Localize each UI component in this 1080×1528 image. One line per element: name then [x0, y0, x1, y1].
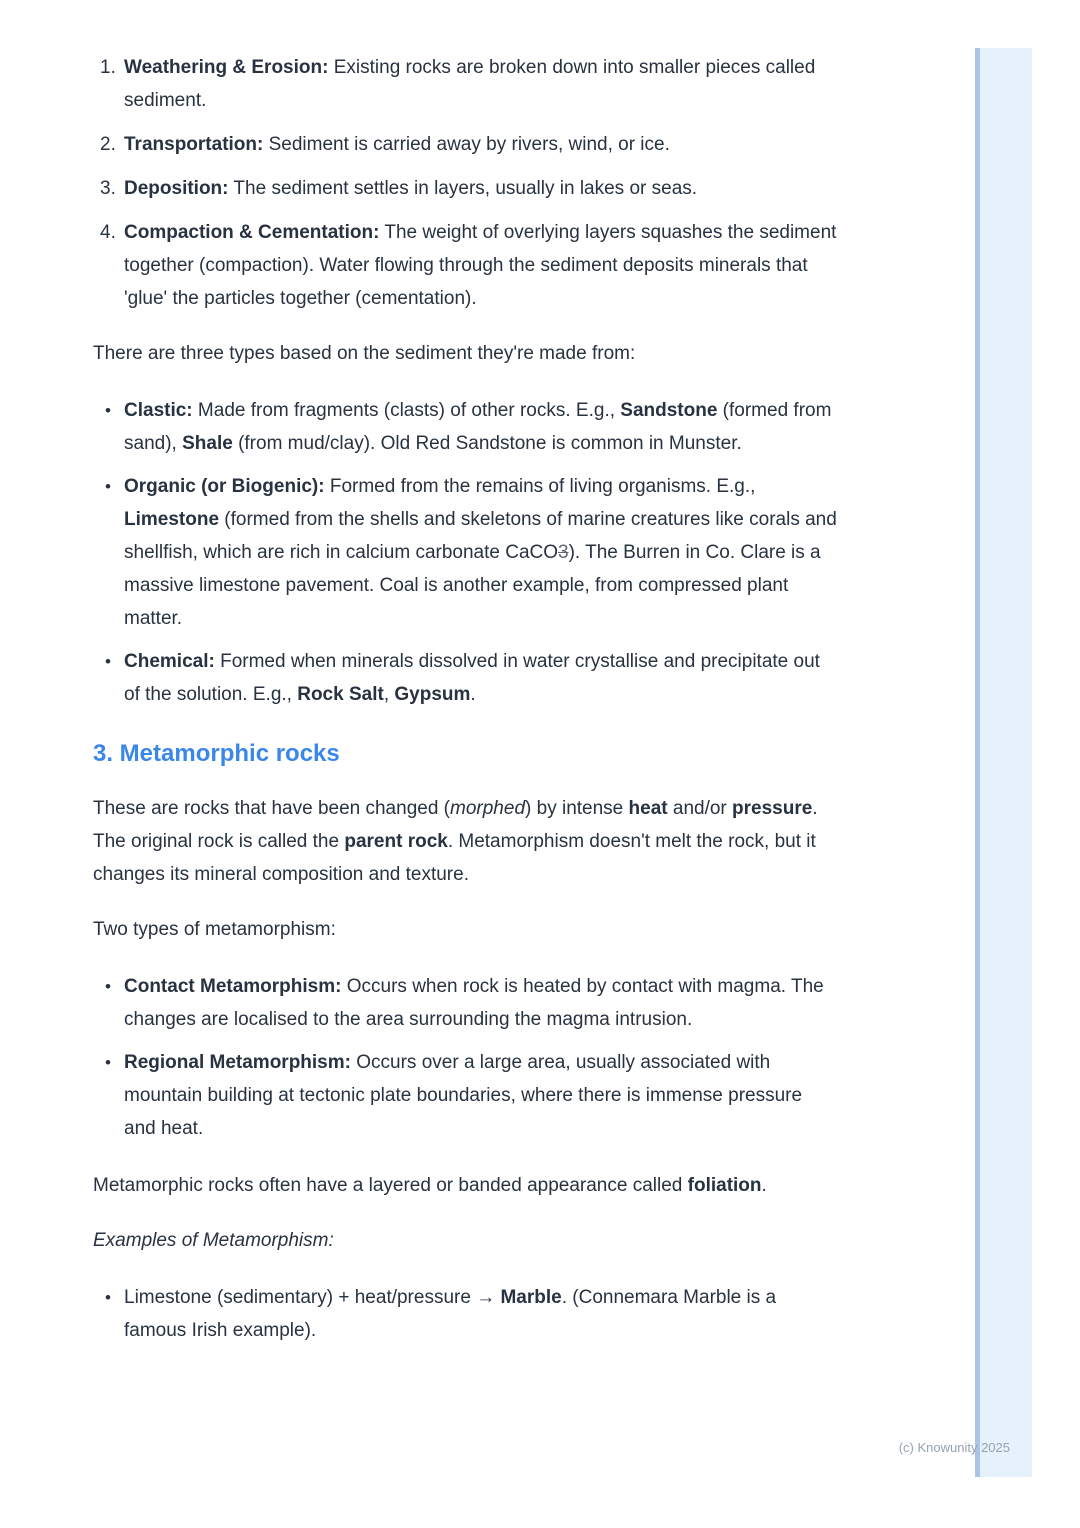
list-item-text: Regional Metamorphism: Occurs over a large area, usually associated with mountain building at tectonic plate boundaries, where there is immense pressure and heat.: [124, 1052, 803, 1139]
list-item-limestone-marble: [93, 1281, 839, 1347]
document-content: [93, 51, 839, 1371]
list-item-regional-metamorphism: [93, 1046, 839, 1145]
list-item-contact-metamorphism: [93, 970, 839, 1036]
list-item-chemical: [93, 645, 839, 711]
list-item-text: Compaction & Cementation: The weight of overlying layers squashes the sediment together (compaction). Water flowing through the sediment deposits minerals that 'glue' the particles together (cementation).: [124, 222, 837, 309]
list-item-text: Weathering & Erosion: Existing rocks are broken down into smaller pieces called sediment.: [124, 57, 816, 111]
list-item-clastic: [93, 394, 839, 460]
paragraph-foliation: Metamorphic rocks often have a layered or banded appearance called foliation.: [93, 1175, 767, 1196]
bullet-icon: •: [105, 977, 111, 996]
sedimentary-process-list: [93, 51, 839, 315]
process-step-4: [100, 216, 839, 315]
metamorphism-examples-list: [93, 1281, 839, 1347]
list-item-text: Deposition: The sediment settles in layers, usually in lakes or seas.: [124, 178, 698, 199]
metamorphism-types-list: [93, 970, 839, 1145]
list-number: 4.: [100, 222, 116, 243]
bullet-icon: •: [105, 477, 111, 496]
paragraph-examples-label: Examples of Metamorphism:: [93, 1230, 334, 1251]
bullet-icon: •: [105, 1053, 111, 1072]
list-number: 2.: [100, 134, 116, 155]
paragraph-two-types: Two types of metamorphism:: [93, 919, 336, 940]
list-number: 3.: [100, 178, 116, 199]
list-item-text: Chemical: Formed when minerals dissolved in water crystallise and precipitate out of the solution. E.g., Rock Salt, Gypsum.: [124, 651, 820, 705]
section-heading-metamorphic-rocks: 3. Metamorphic rocks: [93, 740, 340, 767]
bullet-icon: •: [105, 652, 111, 671]
bullet-icon: •: [105, 1288, 111, 1307]
list-number: 1.: [100, 57, 116, 78]
list-item-text: Organic (or Biogenic): Formed from the remains of living organisms. E.g., Limestone (formed from the shells and skeletons of marine creatures like corals and shellfish, which are rich in calcium carbonate CaCO3). The Burren in Co. Clare is a massive limestone pavement. Coal is another example, from compressed plant matter.: [124, 476, 837, 629]
paragraph-three-types: There are three types based on the sediment they're made from:: [93, 343, 636, 364]
paragraph-metamorphic-intro: These are rocks that have been changed (morphed) by intense heat and/or pressure. The original rock is called the parent rock. Metamorphism doesn't melt the rock, but it changes its mineral composition and texture.: [93, 798, 818, 885]
sedimentary-types-list: [93, 394, 839, 711]
process-step-3: [100, 172, 839, 205]
list-item-text: Contact Metamorphism: Occurs when rock is heated by contact with magma. The changes are localised to the area surrounding the magma intrusion.: [124, 976, 824, 1030]
watermark: (c) Knowunity 2025: [898, 1440, 1010, 1455]
scrollbar-track[interactable]: [975, 48, 1032, 1477]
list-item-organic: [93, 470, 839, 635]
bullet-icon: •: [105, 401, 111, 420]
list-item-text: Clastic: Made from fragments (clasts) of other rocks. E.g., Sandstone (formed from sand), Shale (from mud/clay). Old Red Sandstone is common in Munster.: [124, 400, 832, 454]
list-item-text: Transportation: Sediment is carried away by rivers, wind, or ice.: [124, 134, 670, 155]
list-item-text: Limestone (sedimentary) + heat/pressure → Marble. (Connemara Marble is a famous Irish example).: [124, 1287, 777, 1341]
process-step-2: [100, 128, 839, 161]
process-step-1: [100, 51, 839, 117]
